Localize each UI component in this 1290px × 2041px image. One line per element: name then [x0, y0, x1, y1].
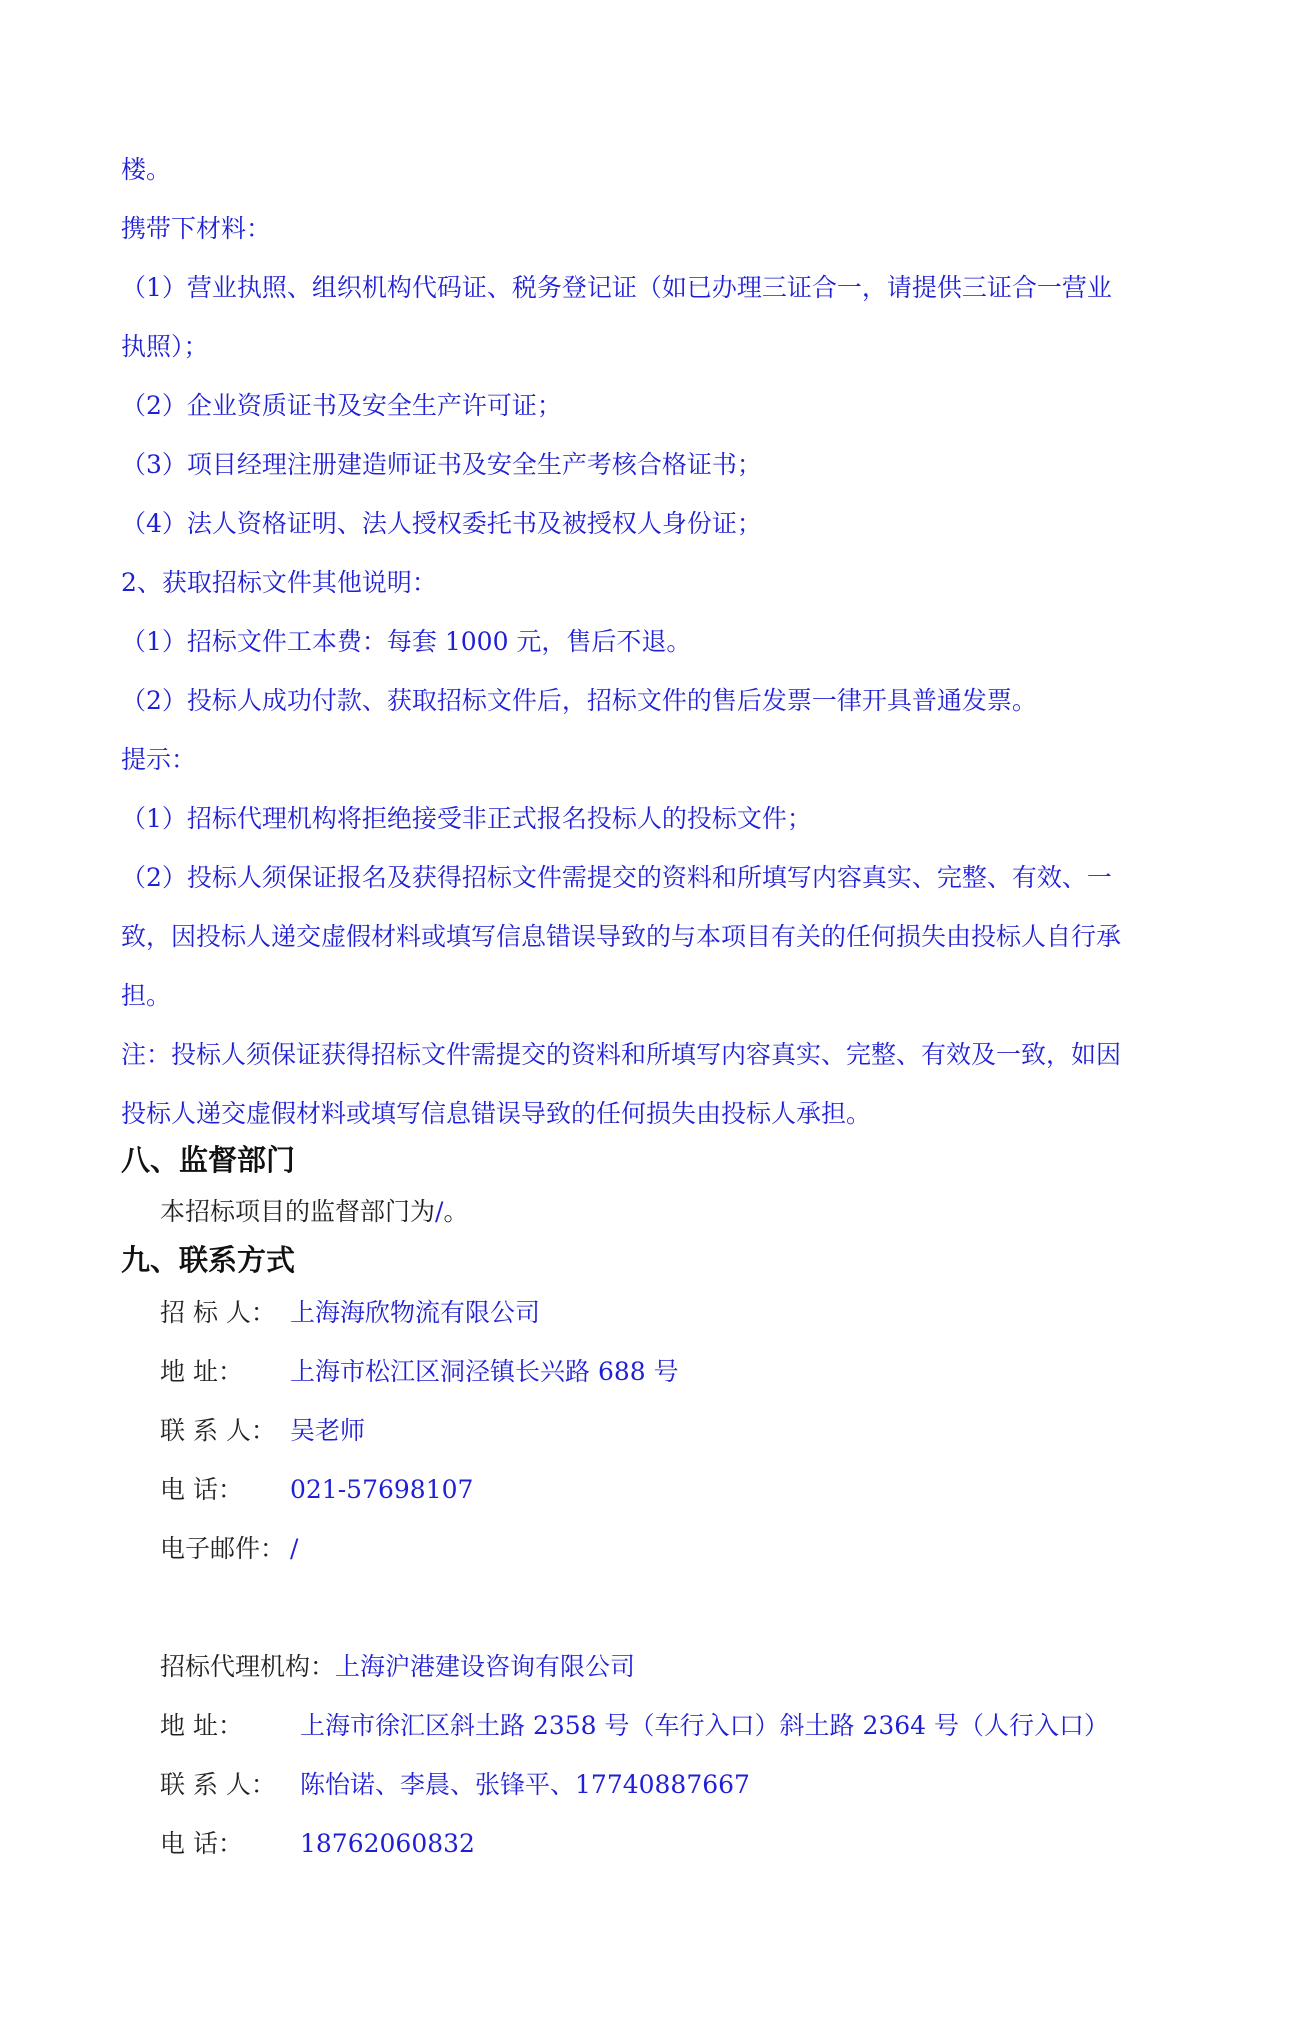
agency-phone-row: [160, 1824, 475, 1864]
text-line: （1）营业执照、组织机构代码证、税务登记证（如已办理三证合一，请提供三证合一营业: [121, 273, 1112, 302]
contact-label: 电 话：: [160, 1829, 243, 1858]
supervision-text: [160, 1182, 1180, 1242]
text-line: 投标人递交虚假材料或填写信息错误导致的任何损失由投标人承担。: [121, 1099, 872, 1128]
contact-value: 陈怡诺、李晨、张锋平、17740887667: [300, 1770, 750, 1799]
contact-value: 上海市松江区洞泾镇长兴路 688 号: [290, 1357, 679, 1386]
contact-label: 地 址：: [160, 1357, 243, 1386]
text-line: （2）企业资质证书及安全生产许可证；: [121, 391, 562, 420]
agency-address-row: [160, 1706, 1109, 1746]
contact-value: 上海市徐汇区斜土路 2358 号（车行入口）斜土路 2364 号（人行入口）: [300, 1711, 1110, 1740]
contact-label: 联 系 人：: [160, 1416, 276, 1445]
text-line: （1）招标代理机构将拒绝接受非正式报名投标人的投标文件；: [121, 804, 812, 833]
tenderer-address-row: [160, 1352, 679, 1392]
contact-value: 上海沪港建设咨询有限公司: [335, 1652, 636, 1681]
contact-value: /: [290, 1534, 299, 1563]
text-line: 提示：: [121, 745, 197, 774]
tenderer-phone-row: [160, 1470, 473, 1510]
contact-label: 招标代理机构：: [160, 1652, 336, 1681]
agency-contact-row: [160, 1765, 750, 1805]
supervision-value: /: [435, 1197, 444, 1226]
tenderer-name-row: [160, 1293, 540, 1333]
text-line: （2）投标人成功付款、获取招标文件后，招标文件的售后发票一律开具普通发票。: [121, 686, 1037, 715]
contact-value: 上海海欣物流有限公司: [290, 1298, 541, 1327]
contact-value: 021-57698107: [290, 1475, 474, 1504]
text-line: 注：投标人须保证获得招标文件需提交的资料和所填写内容真实、完整、有效及一致，如因: [121, 1040, 1122, 1069]
contact-label: 联 系 人：: [160, 1770, 276, 1799]
text-line: （4）法人资格证明、法人授权委托书及被授权人身份证；: [121, 509, 762, 538]
text-line: 2、获取招标文件其他说明：: [121, 568, 437, 597]
tenderer-contact-row: [160, 1411, 365, 1451]
supervision-prefix: 本招标项目的监督部门为: [160, 1197, 436, 1226]
tenderer-email-row: [160, 1529, 298, 1569]
text-line: （1）招标文件工本费：每套 1000 元，售后不退。: [121, 627, 692, 656]
text-line: 致，因投标人递交虚假材料或填写信息错误导致的与本项目有关的任何损失由投标人自行承: [121, 922, 1122, 951]
contact-label: 招 标 人：: [160, 1298, 276, 1327]
section-heading-contact: 九、联系方式: [121, 1243, 296, 1277]
section-heading-supervision: 八、监督部门: [121, 1143, 296, 1177]
text-line: 楼。: [121, 155, 172, 184]
text-line: （2）投标人须保证报名及获得招标文件需提交的资料和所填写内容真实、完整、有效、一: [121, 863, 1112, 892]
contact-label: 电子邮件：: [160, 1534, 286, 1563]
agency-name-row: [160, 1647, 635, 1687]
text-line: 执照）；: [121, 332, 209, 361]
text-line: 担。: [121, 981, 172, 1010]
contact-label: 地 址：: [160, 1711, 243, 1740]
contact-value: 吴老师: [290, 1416, 366, 1445]
text-line: 携带下材料：: [121, 214, 272, 243]
contact-value: 18762060832: [300, 1829, 475, 1858]
contact-label: 电 话：: [160, 1475, 243, 1504]
supervision-suffix: 。: [443, 1197, 469, 1226]
text-line: （3）项目经理注册建造师证书及安全生产考核合格证书；: [121, 450, 762, 479]
